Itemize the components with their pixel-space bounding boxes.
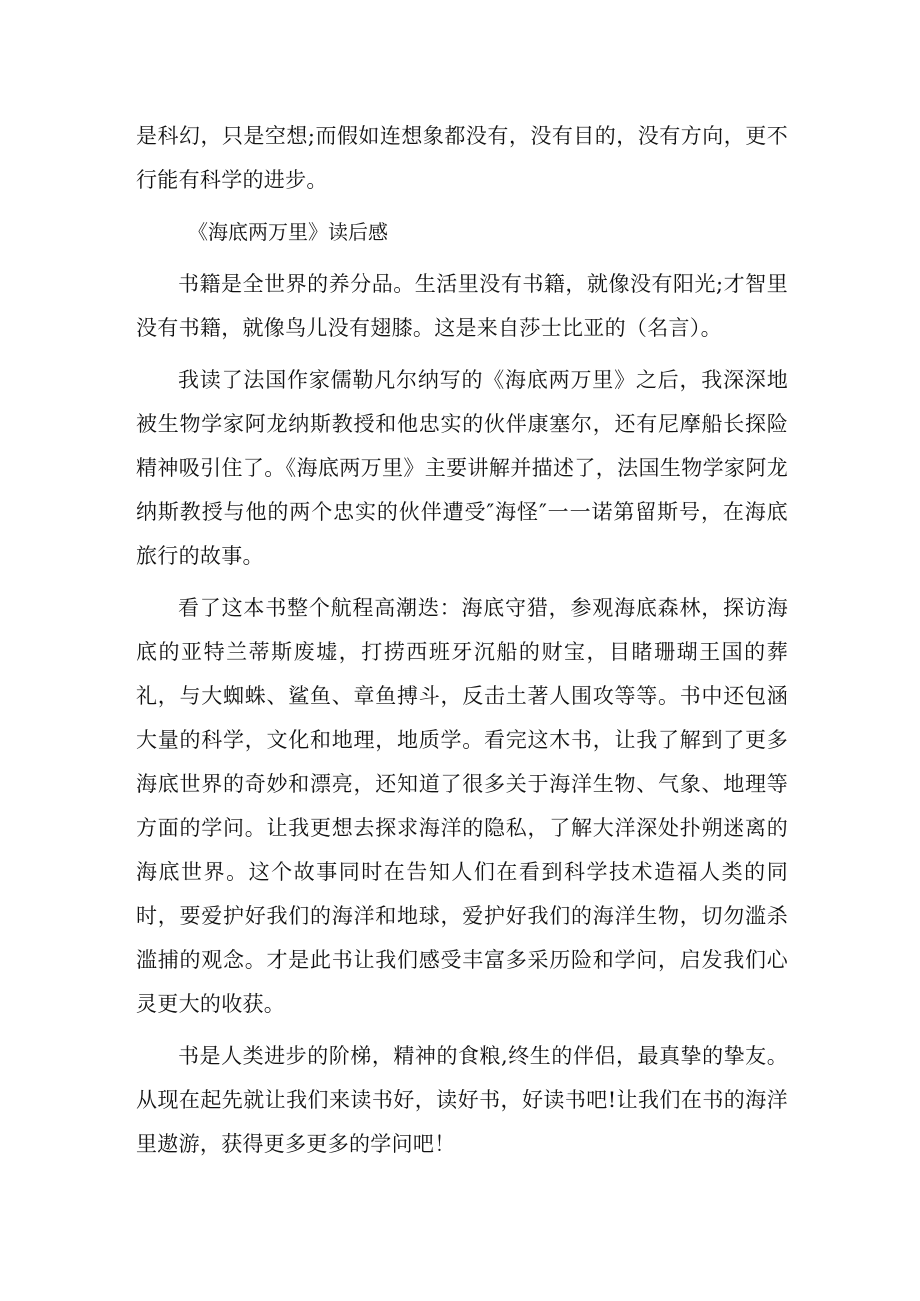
paragraph-reflection: 看了这本书整个航程高潮迭：海底守猎，参观海底森林，探访海底的亚特兰蒂斯废墟，打捞西班牙沉船的财宝，目睹珊瑚王国的葬礼，与大蜘蛛、鲨鱼、章鱼搏斗，反击土著人围攻等等。书中还包涵大量的科学，文化和地理，地质学。看完这木书，让我了解到了更多海底世界的奇妙和漂亮，还知道了很多关于海洋生物、气象、地理等方面的学问。让我更想去探求海洋的隐私，了解大洋深处扑朔迷离的海底世界。这个故事同时在告知人们在看到科学技术造福人类的同时，要爱护好我们的海洋和地球，爱护好我们的海洋生物，切勿滥杀滥捕的观念。才是此书让我们感受丰富多采历险和学问，启发我们心灵更大的收获。 — [136, 596, 788, 1016]
paragraph-intro: 书籍是全世界的养分品。生活里没有书籍，就像没有阳光;才智里没有书籍，就像鸟儿没有翅膝。这是来自莎士比亚的（名言）。 — [136, 272, 788, 340]
document-body — [136, 114, 788, 1174]
essay-title: 《海底两万里》读后感 — [188, 220, 388, 244]
paragraph-summary: 我读了法国作家儒勒凡尔纳写的《海底两万里》之后，我深深地被生物学家阿龙纳斯教授和他忠实的伙伴康塞尔，还有尼摩船长探险精神吸引住了。《海底两万里》主要讲解并描述了，法国生物学家阿龙纳斯教授与他的两个忠实的伙伴遭受″海怪″一一诺第留斯号，在海底旅行的故事。 — [136, 368, 788, 568]
paragraph-continuation: 是科幻，只是空想;而假如连想象都没有，没有目的，没有方向，更不行能有科学的进步。 — [136, 124, 788, 192]
paragraph-conclusion: 书是人类进步的阶梯，精神的食粮,终生的伴侣，最真挚的挚友。从现在起先就让我们来读书好，读好书，好读书吧!让我们在书的海洋里遨游，获得更多更多的学问吧！ — [136, 1044, 788, 1156]
